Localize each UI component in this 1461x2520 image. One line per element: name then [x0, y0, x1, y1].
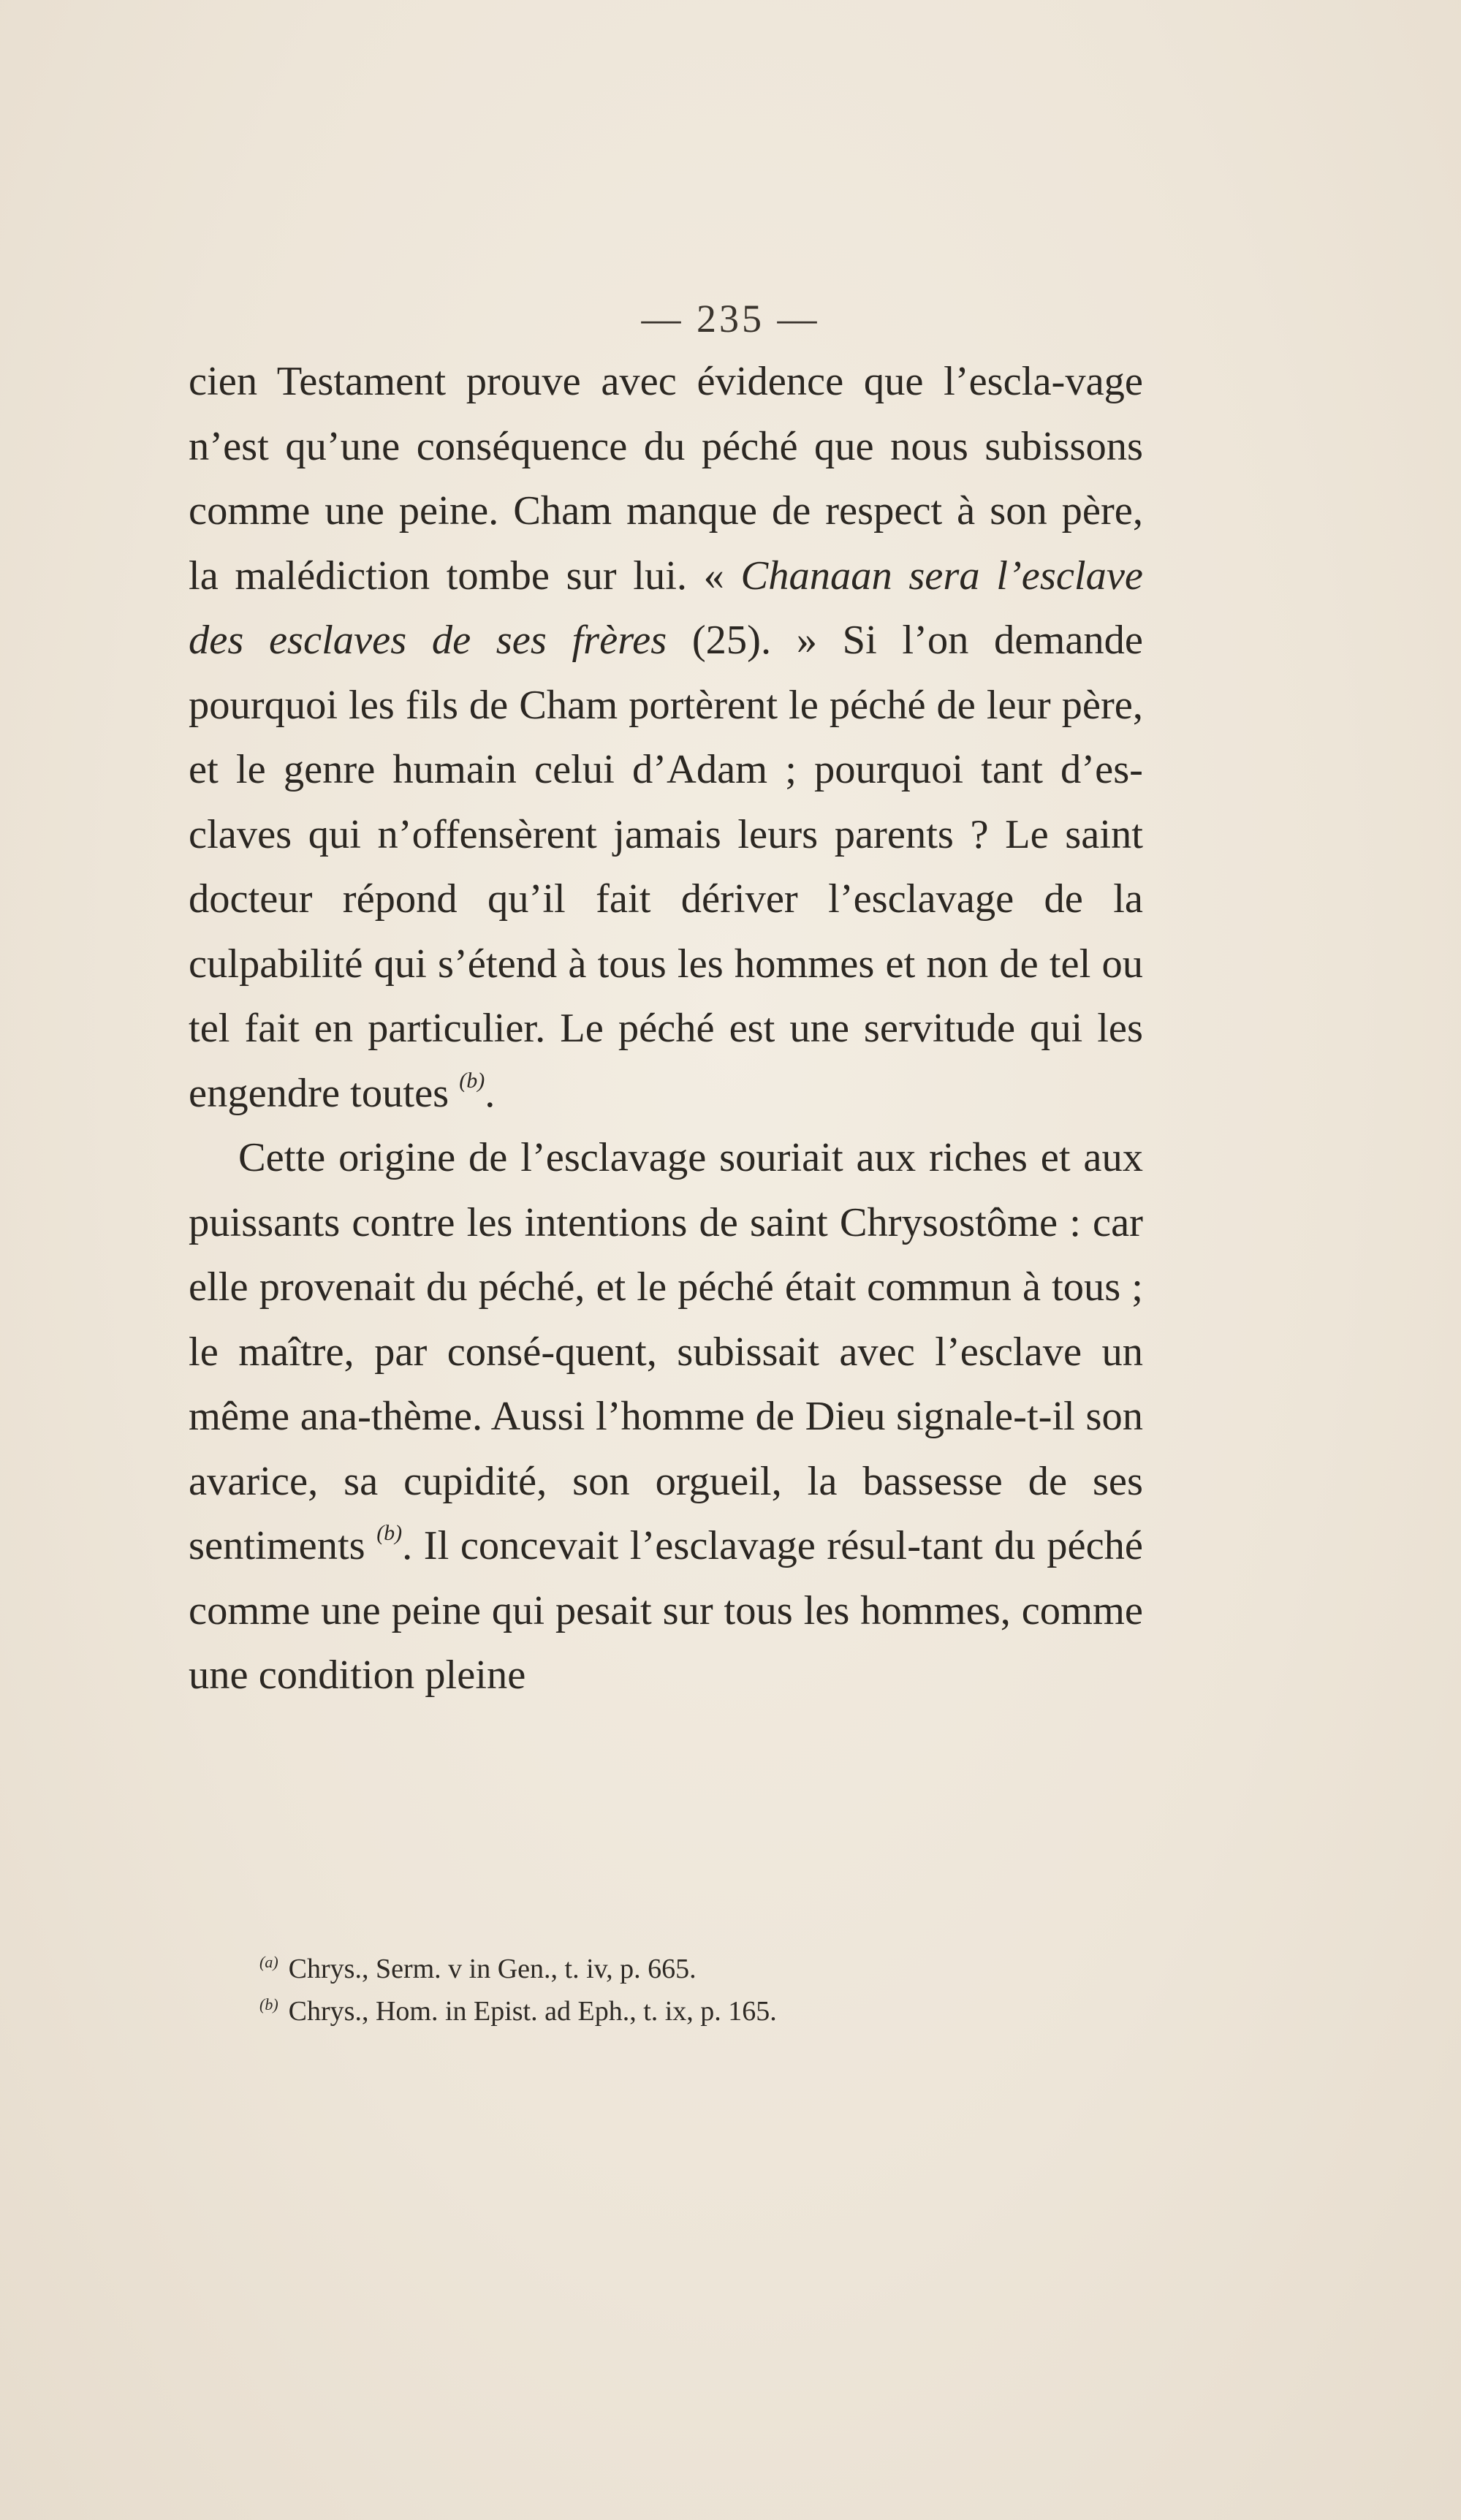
footnotes	[259, 1948, 1136, 2033]
footnote-ref-b: (b)	[459, 1068, 485, 1093]
paragraph-2	[189, 1126, 1143, 1708]
page-number: — 235 —	[641, 297, 820, 341]
scripture-quote: Chanaan sera l’esclave des esclaves de ses frères	[189, 553, 1143, 663]
paragraph-2-text-b: . Il concevait l’esclavage résul-tant du péché comme une peine qui pesait sur tous les hommes, comme une condition pleine	[189, 1523, 1143, 1698]
paragraph-1	[189, 349, 1143, 1126]
footnote-mark: (a)	[259, 1953, 278, 1971]
paragraph-2-text-a: Cette origine de l’esclavage souriait aux riches et aux puissants contre les intentions de saint Chrysostôme : car elle provenait du péché, et le péché était commun à tous ; le maître, par consé-quent, subissait avec l’esclave un même ana-thème. Aussi l’homme de Dieu signale-t-il son avarice, sa cupidité, son orgueil, la bassesse de ses sentiments	[189, 1135, 1143, 1568]
footnote-mark: (b)	[259, 1995, 278, 2014]
footnote-ref-b: (b)	[376, 1521, 403, 1545]
footnote-a	[259, 1948, 1136, 1990]
footnote-b	[259, 1990, 1136, 2033]
body-text	[189, 349, 1143, 1708]
footnote-text: Chrys., Hom. in Epist. ad Eph., t. ix, p. 165.	[288, 1996, 777, 2027]
paragraph-1-text-b: (25). » Si l’on demande pourquoi les fils de Cham portèrent le péché de leur père, et le genre humain celui d’Adam ; pourquoi tant d’es-claves qui n’offensèrent jamais leurs parents ? Le saint docteur répond qu’il fait dériver l’esclavage de la culpabilité qui s’étend à tous les hommes et non de tel ou tel fait en particulier. Le péché est une servitude qui les engendre toutes	[189, 618, 1143, 1116]
paragraph-1-text-c: .	[485, 1070, 496, 1116]
footnote-text: Chrys., Serm. v in Gen., t. iv, p. 665.	[288, 1954, 697, 1984]
paragraph-1-text-a: cien Testament prouve avec évidence que l’escla-vage n’est qu’une conséquence du péché que nous subissons comme une peine. Cham manque de respect à son père, la malédiction tombe sur lui. «	[189, 359, 1143, 599]
